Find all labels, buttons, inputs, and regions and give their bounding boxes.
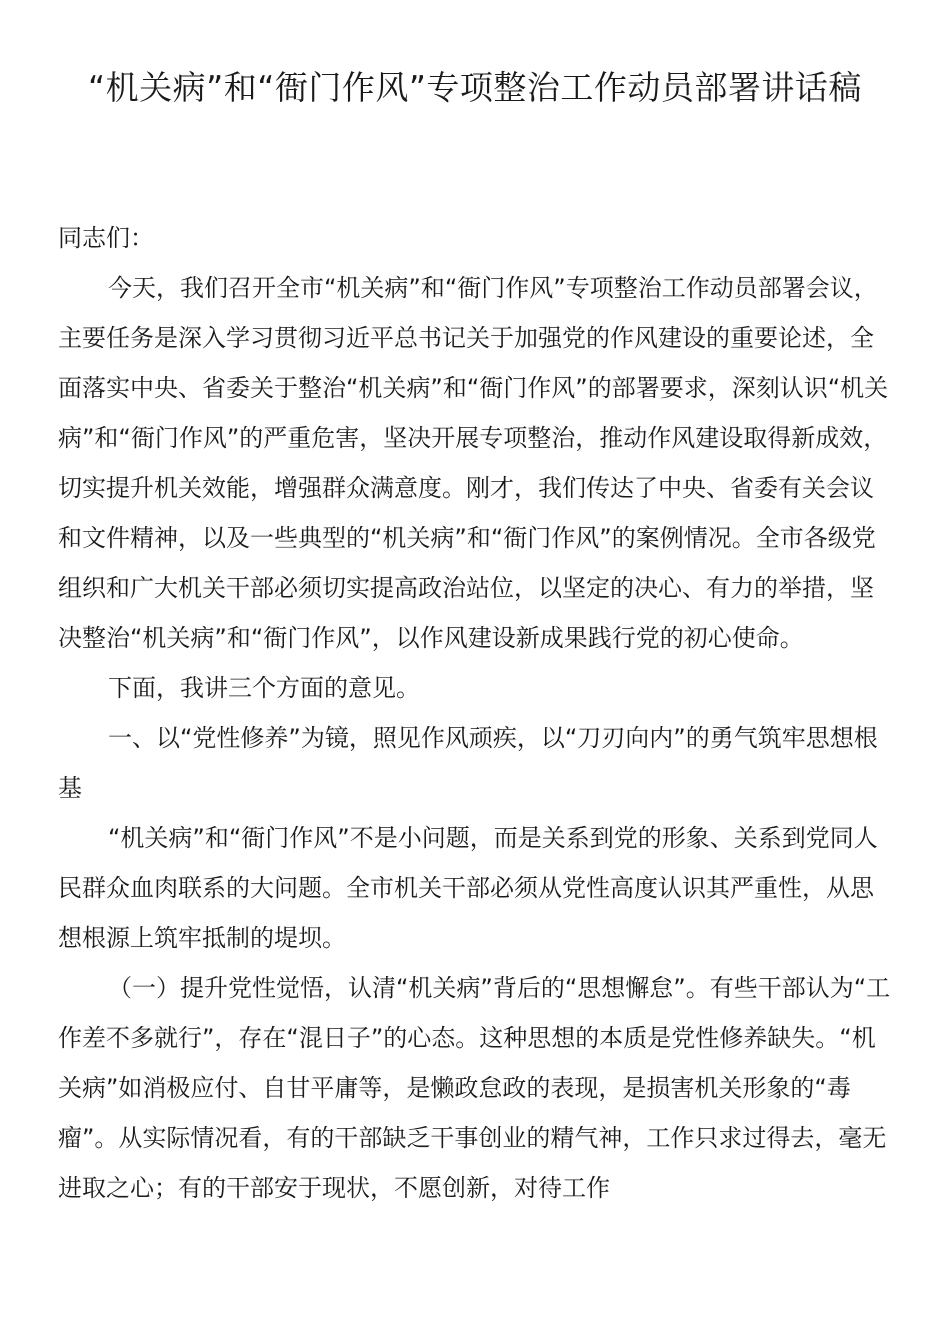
section-heading-1: 一、以“党性修养”为镜，照见作风顽疾，以“刀刃向内”的勇气筑牢思想根基	[58, 724, 878, 802]
document-body	[58, 213, 892, 1213]
paragraph-section-1-intro: “机关病”和“衙门作风”不是小问题，而是关系到党的形象、关系到党同人民群众血肉联系的大问题。全市机关干部必须从党性高度认识其严重性，从思想根源上筑牢抵制的堤坝。	[58, 824, 878, 952]
paragraph-outline: 下面，我讲三个方面的意见。	[108, 674, 420, 702]
document-title: “机关病”和“衙门作风”专项整治工作动员部署讲话稿	[88, 68, 862, 107]
paragraph-subsection-1: （一）提升党性觉悟，认清“机关病”背后的“思想懈怠”。有些干部认为“工作差不多就行”，存在“混日子”的心态。这种思想的本质是党性修养缺失。“机关病”如消极应付、自甘平庸等，是懒政怠政的表现，是损害机关形象的“毒瘤”。从实际情况看，有的干部缺乏干事创业的精气神，工作只求过得去，毫无进取之心；有的干部安于现状，不愿创新，对待工作	[58, 974, 891, 1202]
salutation: 同志们：	[58, 224, 154, 252]
paragraph-intro: 今天，我们召开全市“机关病”和“衙门作风”专项整治工作动员部署会议，主要任务是深入学习贯彻习近平总书记关于加强党的作风建设的重要论述，全面落实中央、省委关于整治“机关病”和“衙门作风”的部署要求，深刻认识“机关病”和“衙门作风”的严重危害，坚决开展专项整治，推动作风建设取得新成效，切实提升机关效能，增强群众满意度。刚才，我们传达了中央、省委有关会议和文件精神，以及一些典型的“机关病”和“衙门作风”的案例情况。全市各级党组织和广大机关干部必须切实提高政治站位，以坚定的决心、有力的举措，坚决整治“机关病”和“衙门作风”，以作风建设新成果践行党的初心使命。	[58, 274, 889, 652]
